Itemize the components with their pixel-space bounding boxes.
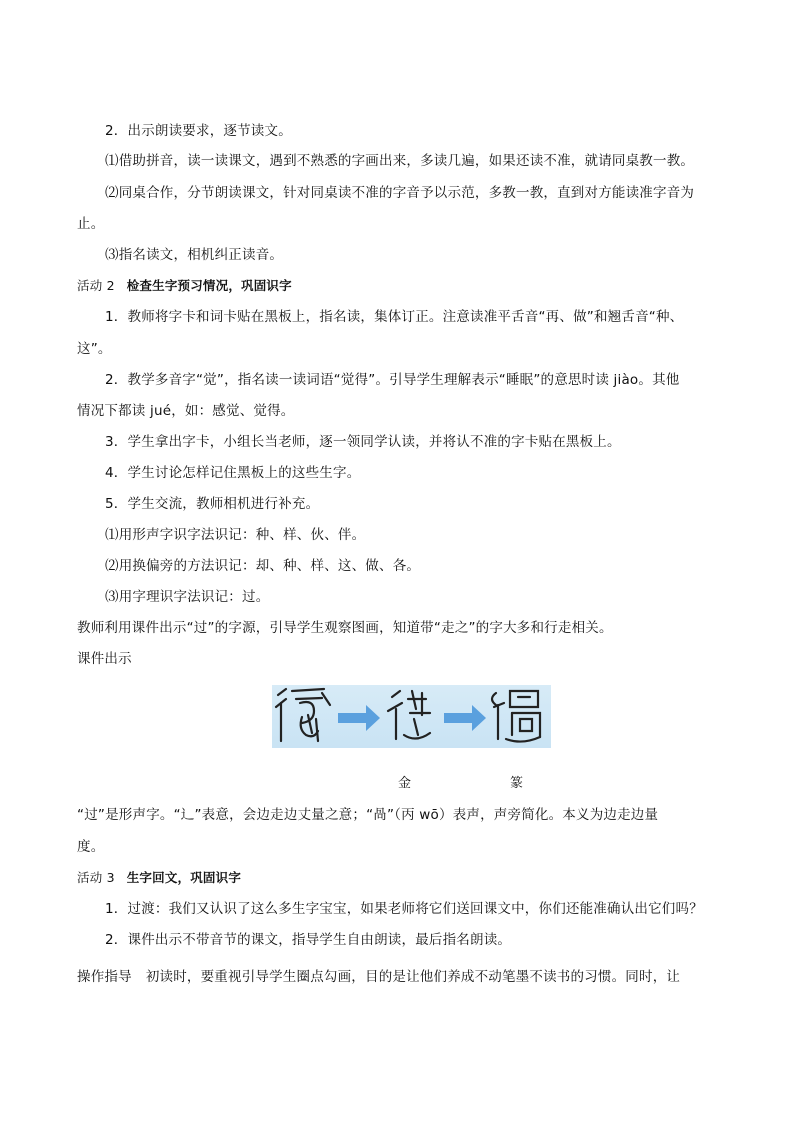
paragraph-line: ⑵同桌合作，分节朗读课文，针对同桌读不准的字音予以示范，多教一教，直到对方能读准字音为 <box>105 185 695 201</box>
paragraph-line: 1．过渡：我们又认识了这么多生字宝宝，如果老师将它们送回课文中，你们还能准确认出它们吗？ <box>105 901 703 917</box>
paragraph-line: 这”。 <box>77 341 112 357</box>
character-evolution-figure <box>272 685 551 748</box>
paragraph-line: 3．学生拿出字卡，小组长当老师，逐一领同学认读，并将认不准的字卡贴在黑板上。 <box>105 434 621 450</box>
paragraph-line: 止。 <box>77 216 105 232</box>
bronze-glyph <box>388 691 430 739</box>
operation-guide-label: 操作指导 <box>77 969 132 985</box>
paragraph-line: 课件出示 <box>77 651 132 667</box>
paragraph-line: 4．学生讨论怎样记住黑板上的这些生字。 <box>105 465 361 481</box>
activity-label: 活动 3 <box>77 870 115 885</box>
paragraph-line: 情况下都读 jué，如：感觉、觉得。 <box>77 403 295 419</box>
paragraph-line: 2．课件出示不带音节的课文，指导学生自由朗读，最后指名朗读。 <box>105 932 512 948</box>
paragraph-line: 5．学生交流，教师相机进行补充。 <box>105 496 320 512</box>
paragraph-line: ⑵用换偏旁的方法识记：却、种、样、这、做、各。 <box>105 558 421 574</box>
figure-caption-bronze: 金 <box>398 776 412 791</box>
activity-label: 活动 2 <box>77 278 115 293</box>
activity-title: 检查生字预习情况，巩固识字 <box>126 278 292 293</box>
paragraph-line: ⑶指名读文，相机纠正读音。 <box>105 247 284 263</box>
paragraph-line: ⑶用字理识字法识记：过。 <box>105 589 270 605</box>
paragraph-line: 1．教师将字卡和词卡贴在黑板上，指名读，集体订正。注意读准平舌音“再、做”和翘舌音“种、 <box>105 309 684 325</box>
figure-caption-seal: 篆 <box>510 776 524 791</box>
arrow-icon <box>444 705 486 731</box>
oracle-glyph <box>276 689 330 741</box>
activity-heading <box>77 277 292 295</box>
activity-heading <box>77 869 241 887</box>
paragraph-line: 教师利用课件出示“过”的字源，引导学生观察图画，知道带“走之”的字大多和行走相关。 <box>77 620 613 636</box>
paragraph-line: “过”是形声字。“辶”表意，会边走边丈量之意；“咼”（丙 wō）表声，声旁简化。本义为边走边量 <box>77 807 659 823</box>
character-evolution-illustration <box>272 685 551 748</box>
operation-guide <box>77 968 680 986</box>
paragraph-line: 2．教学多音字“觉”，指名读一读词语“觉得”。引导学生理解表示“睡眠”的意思时读 jiào。其他 <box>105 372 680 388</box>
paragraph-line: 度。 <box>77 839 105 855</box>
operation-guide-text: 初读时，要重视引导学生圈点勾画，目的是让他们养成不动笔墨不读书的习惯。同时，让 <box>145 969 681 985</box>
activity-title: 生字回文，巩固识字 <box>126 870 242 885</box>
paragraph-line: 2．出示朗读要求，逐节读文。 <box>105 123 292 139</box>
seal-glyph <box>492 691 540 742</box>
paragraph-line: ⑴用形声字识字法识记：种、样、伙、伴。 <box>105 527 366 543</box>
arrow-icon <box>338 705 380 731</box>
paragraph-line: ⑴借助拼音，读一读课文，遇到不熟悉的字画出来，多读几遍，如果还读不准，就请同桌教一教。 <box>105 153 695 169</box>
